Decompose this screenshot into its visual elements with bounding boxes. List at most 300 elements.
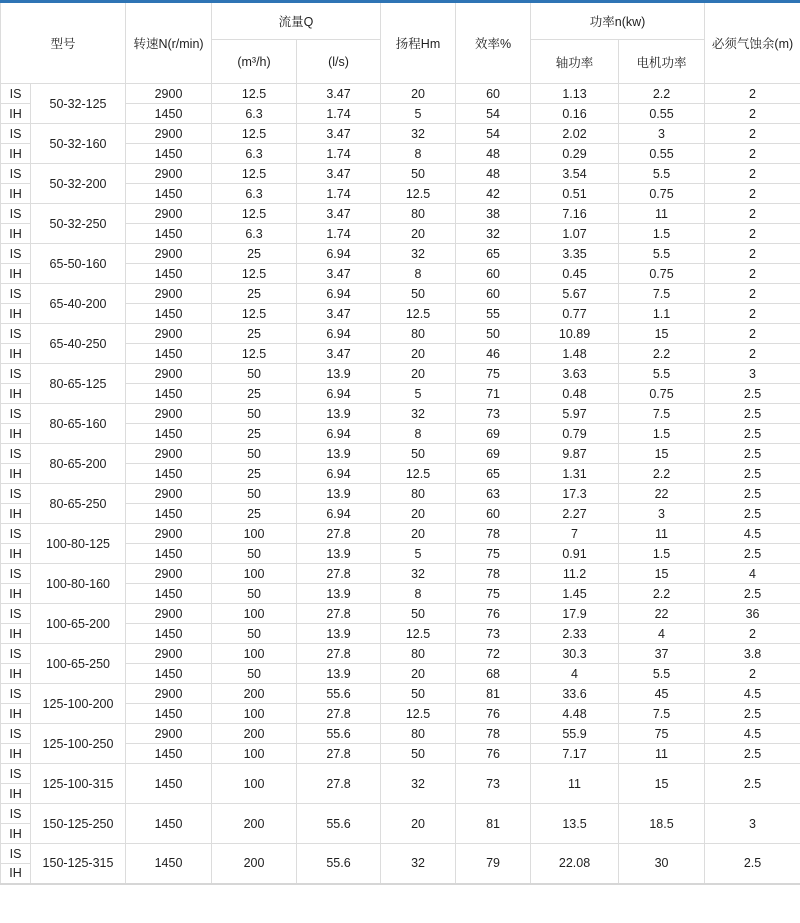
flow-ls-cell: 6.94	[297, 244, 381, 264]
npsh-cell: 2	[705, 244, 800, 264]
npsh-cell: 2	[705, 164, 800, 184]
model-cell: 125-100-315	[31, 764, 126, 804]
flow-m3h-cell: 200	[212, 844, 297, 884]
header-efficiency: 效率%	[456, 2, 531, 84]
npsh-cell: 4.5	[705, 684, 800, 704]
pump-type-cell: IS	[1, 484, 31, 504]
head-cell: 8	[381, 264, 456, 284]
flow-m3h-cell: 200	[212, 684, 297, 704]
model-cell: 80-65-250	[31, 484, 126, 524]
flow-m3h-cell: 12.5	[212, 344, 297, 364]
flow-ls-cell: 6.94	[297, 284, 381, 304]
flow-ls-cell: 13.9	[297, 364, 381, 384]
shaft-power-cell: 0.77	[531, 304, 619, 324]
header-flow: 流量Q	[212, 2, 381, 40]
pump-type-cell: IS	[1, 124, 31, 144]
flow-ls-cell: 1.74	[297, 144, 381, 164]
head-cell: 5	[381, 104, 456, 124]
speed-cell: 1450	[126, 844, 212, 884]
npsh-cell: 2	[705, 124, 800, 144]
pump-type-cell: IH	[1, 544, 31, 564]
shaft-power-cell: 0.45	[531, 264, 619, 284]
pump-type-cell: IH	[1, 264, 31, 284]
speed-cell: 1450	[126, 144, 212, 164]
motor-power-cell: 22	[619, 604, 705, 624]
efficiency-cell: 75	[456, 584, 531, 604]
pump-type-cell: IS	[1, 604, 31, 624]
head-cell: 8	[381, 584, 456, 604]
flow-ls-cell: 6.94	[297, 324, 381, 344]
flow-m3h-cell: 25	[212, 324, 297, 344]
efficiency-cell: 55	[456, 304, 531, 324]
speed-cell: 2900	[126, 684, 212, 704]
speed-cell: 2900	[126, 644, 212, 664]
pump-type-cell: IS	[1, 324, 31, 344]
npsh-cell: 4.5	[705, 724, 800, 744]
flow-ls-cell: 13.9	[297, 404, 381, 424]
motor-power-cell: 3	[619, 124, 705, 144]
shaft-power-cell: 5.97	[531, 404, 619, 424]
speed-cell: 2900	[126, 404, 212, 424]
flow-ls-cell: 55.6	[297, 844, 381, 884]
shaft-power-cell: 5.67	[531, 284, 619, 304]
pump-type-cell: IH	[1, 584, 31, 604]
npsh-cell: 2.5	[705, 424, 800, 444]
shaft-power-cell: 11.2	[531, 564, 619, 584]
pump-type-cell: IS	[1, 244, 31, 264]
flow-ls-cell: 13.9	[297, 624, 381, 644]
flow-ls-cell: 27.8	[297, 744, 381, 764]
shaft-power-cell: 0.16	[531, 104, 619, 124]
motor-power-cell: 15	[619, 324, 705, 344]
head-cell: 5	[381, 544, 456, 564]
pump-type-cell: IH	[1, 824, 31, 844]
flow-ls-cell: 3.47	[297, 344, 381, 364]
head-cell: 8	[381, 144, 456, 164]
head-cell: 50	[381, 604, 456, 624]
table-row	[1, 724, 800, 744]
head-cell: 20	[381, 364, 456, 384]
npsh-cell: 2.5	[705, 704, 800, 724]
npsh-cell: 2	[705, 664, 800, 684]
motor-power-cell: 30	[619, 844, 705, 884]
head-cell: 80	[381, 484, 456, 504]
flow-ls-cell: 27.8	[297, 704, 381, 724]
shaft-power-cell: 22.08	[531, 844, 619, 884]
pump-type-cell: IH	[1, 864, 31, 884]
npsh-cell: 2.5	[705, 484, 800, 504]
flow-ls-cell: 13.9	[297, 584, 381, 604]
npsh-cell: 2	[705, 264, 800, 284]
speed-cell: 1450	[126, 104, 212, 124]
flow-ls-cell: 1.74	[297, 184, 381, 204]
motor-power-cell: 7.5	[619, 404, 705, 424]
model-cell: 50-32-125	[31, 84, 126, 124]
flow-m3h-cell: 50	[212, 624, 297, 644]
speed-cell: 1450	[126, 764, 212, 804]
pump-type-cell: IS	[1, 644, 31, 664]
shaft-power-cell: 0.79	[531, 424, 619, 444]
shaft-power-cell: 9.87	[531, 444, 619, 464]
table-body	[1, 84, 800, 884]
head-cell: 20	[381, 524, 456, 544]
motor-power-cell: 7.5	[619, 704, 705, 724]
efficiency-cell: 73	[456, 624, 531, 644]
efficiency-cell: 76	[456, 604, 531, 624]
model-cell: 50-32-250	[31, 204, 126, 244]
shaft-power-cell: 30.3	[531, 644, 619, 664]
speed-cell: 2900	[126, 444, 212, 464]
npsh-cell: 2	[705, 624, 800, 644]
npsh-cell: 2	[705, 304, 800, 324]
flow-ls-cell: 27.8	[297, 604, 381, 624]
flow-m3h-cell: 25	[212, 284, 297, 304]
efficiency-cell: 78	[456, 564, 531, 584]
efficiency-cell: 48	[456, 144, 531, 164]
pump-type-cell: IH	[1, 624, 31, 644]
flow-ls-cell: 6.94	[297, 464, 381, 484]
motor-power-cell: 1.5	[619, 544, 705, 564]
model-cell: 50-32-160	[31, 124, 126, 164]
table-row	[1, 644, 800, 664]
efficiency-cell: 32	[456, 224, 531, 244]
shaft-power-cell: 7.16	[531, 204, 619, 224]
pump-type-cell: IS	[1, 564, 31, 584]
efficiency-cell: 68	[456, 664, 531, 684]
npsh-cell: 3	[705, 804, 800, 844]
head-cell: 32	[381, 564, 456, 584]
shaft-power-cell: 1.07	[531, 224, 619, 244]
table-row	[1, 484, 800, 504]
efficiency-cell: 76	[456, 744, 531, 764]
table-row	[1, 324, 800, 344]
flow-m3h-cell: 50	[212, 404, 297, 424]
motor-power-cell: 0.75	[619, 184, 705, 204]
pump-type-cell: IH	[1, 424, 31, 444]
speed-cell: 2900	[126, 244, 212, 264]
motor-power-cell: 15	[619, 764, 705, 804]
speed-cell: 2900	[126, 604, 212, 624]
head-cell: 50	[381, 684, 456, 704]
pump-type-cell: IS	[1, 164, 31, 184]
model-cell: 50-32-200	[31, 164, 126, 204]
motor-power-cell: 15	[619, 444, 705, 464]
head-cell: 80	[381, 644, 456, 664]
flow-m3h-cell: 6.3	[212, 144, 297, 164]
flow-m3h-cell: 100	[212, 524, 297, 544]
head-cell: 32	[381, 844, 456, 884]
model-cell: 80-65-200	[31, 444, 126, 484]
flow-ls-cell: 55.6	[297, 684, 381, 704]
efficiency-cell: 60	[456, 84, 531, 104]
efficiency-cell: 38	[456, 204, 531, 224]
npsh-cell: 2.5	[705, 544, 800, 564]
shaft-power-cell: 7.17	[531, 744, 619, 764]
flow-m3h-cell: 50	[212, 584, 297, 604]
shaft-power-cell: 33.6	[531, 684, 619, 704]
shaft-power-cell: 2.27	[531, 504, 619, 524]
speed-cell: 2900	[126, 724, 212, 744]
npsh-cell: 2	[705, 344, 800, 364]
flow-ls-cell: 6.94	[297, 424, 381, 444]
head-cell: 12.5	[381, 464, 456, 484]
speed-cell: 2900	[126, 204, 212, 224]
speed-cell: 1450	[126, 304, 212, 324]
flow-m3h-cell: 25	[212, 464, 297, 484]
npsh-cell: 2	[705, 324, 800, 344]
header-model: 型号	[1, 2, 126, 84]
flow-ls-cell: 13.9	[297, 444, 381, 464]
model-cell: 100-80-125	[31, 524, 126, 564]
speed-cell: 1450	[126, 264, 212, 284]
npsh-cell: 2	[705, 84, 800, 104]
efficiency-cell: 69	[456, 444, 531, 464]
motor-power-cell: 0.55	[619, 104, 705, 124]
motor-power-cell: 5.5	[619, 244, 705, 264]
motor-power-cell: 2.2	[619, 344, 705, 364]
header-npsh: 必须气蚀余(m)	[705, 2, 800, 84]
npsh-cell: 2.5	[705, 464, 800, 484]
model-cell: 100-65-200	[31, 604, 126, 644]
pump-type-cell: IH	[1, 304, 31, 324]
head-cell: 50	[381, 164, 456, 184]
motor-power-cell: 11	[619, 204, 705, 224]
shaft-power-cell: 55.9	[531, 724, 619, 744]
shaft-power-cell: 11	[531, 764, 619, 804]
head-cell: 50	[381, 744, 456, 764]
flow-m3h-cell: 50	[212, 484, 297, 504]
table-row	[1, 604, 800, 624]
header-speed: 转速N(r/min)	[126, 2, 212, 84]
table-row	[1, 364, 800, 384]
efficiency-cell: 48	[456, 164, 531, 184]
head-cell: 80	[381, 324, 456, 344]
flow-m3h-cell: 100	[212, 644, 297, 664]
motor-power-cell: 22	[619, 484, 705, 504]
efficiency-cell: 65	[456, 464, 531, 484]
efficiency-cell: 71	[456, 384, 531, 404]
pump-type-cell: IH	[1, 184, 31, 204]
pump-type-cell: IH	[1, 144, 31, 164]
motor-power-cell: 1.1	[619, 304, 705, 324]
shaft-power-cell: 0.51	[531, 184, 619, 204]
efficiency-cell: 78	[456, 524, 531, 544]
npsh-cell: 2.5	[705, 384, 800, 404]
head-cell: 20	[381, 804, 456, 844]
flow-ls-cell: 3.47	[297, 124, 381, 144]
head-cell: 32	[381, 244, 456, 264]
motor-power-cell: 7.5	[619, 284, 705, 304]
flow-ls-cell: 55.6	[297, 724, 381, 744]
head-cell: 12.5	[381, 304, 456, 324]
pump-type-cell: IH	[1, 224, 31, 244]
head-cell: 80	[381, 724, 456, 744]
flow-ls-cell: 55.6	[297, 804, 381, 844]
flow-ls-cell: 3.47	[297, 264, 381, 284]
flow-m3h-cell: 6.3	[212, 224, 297, 244]
head-cell: 80	[381, 204, 456, 224]
flow-ls-cell: 3.47	[297, 84, 381, 104]
speed-cell: 2900	[126, 524, 212, 544]
table-row	[1, 524, 800, 544]
flow-m3h-cell: 50	[212, 544, 297, 564]
flow-ls-cell: 1.74	[297, 104, 381, 124]
speed-cell: 1450	[126, 804, 212, 844]
shaft-power-cell: 10.89	[531, 324, 619, 344]
motor-power-cell: 11	[619, 744, 705, 764]
flow-m3h-cell: 25	[212, 504, 297, 524]
efficiency-cell: 69	[456, 424, 531, 444]
flow-ls-cell: 3.47	[297, 204, 381, 224]
efficiency-cell: 60	[456, 284, 531, 304]
efficiency-cell: 54	[456, 104, 531, 124]
shaft-power-cell: 2.02	[531, 124, 619, 144]
flow-m3h-cell: 100	[212, 564, 297, 584]
table-row	[1, 564, 800, 584]
motor-power-cell: 3	[619, 504, 705, 524]
motor-power-cell: 2.2	[619, 464, 705, 484]
flow-m3h-cell: 12.5	[212, 164, 297, 184]
npsh-cell: 2.5	[705, 744, 800, 764]
efficiency-cell: 81	[456, 804, 531, 844]
motor-power-cell: 15	[619, 564, 705, 584]
speed-cell: 1450	[126, 544, 212, 564]
pump-type-cell: IS	[1, 804, 31, 824]
motor-power-cell: 11	[619, 524, 705, 544]
shaft-power-cell: 0.29	[531, 144, 619, 164]
efficiency-cell: 81	[456, 684, 531, 704]
speed-cell: 2900	[126, 364, 212, 384]
efficiency-cell: 63	[456, 484, 531, 504]
npsh-cell: 2.5	[705, 444, 800, 464]
npsh-cell: 4	[705, 564, 800, 584]
pump-type-cell: IS	[1, 724, 31, 744]
flow-ls-cell: 3.47	[297, 304, 381, 324]
head-cell: 20	[381, 504, 456, 524]
pump-type-cell: IH	[1, 664, 31, 684]
pump-type-cell: IS	[1, 84, 31, 104]
efficiency-cell: 73	[456, 404, 531, 424]
head-cell: 12.5	[381, 704, 456, 724]
pump-type-cell: IS	[1, 444, 31, 464]
header-flow-ls: (l/s)	[297, 40, 381, 84]
pump-type-cell: IS	[1, 404, 31, 424]
flow-ls-cell: 13.9	[297, 484, 381, 504]
efficiency-cell: 42	[456, 184, 531, 204]
npsh-cell: 3	[705, 364, 800, 384]
table-row	[1, 684, 800, 704]
speed-cell: 1450	[126, 344, 212, 364]
motor-power-cell: 18.5	[619, 804, 705, 844]
shaft-power-cell: 13.5	[531, 804, 619, 844]
model-cell: 150-125-250	[31, 804, 126, 844]
flow-m3h-cell: 50	[212, 664, 297, 684]
speed-cell: 1450	[126, 424, 212, 444]
motor-power-cell: 45	[619, 684, 705, 704]
shaft-power-cell: 17.9	[531, 604, 619, 624]
shaft-power-cell: 7	[531, 524, 619, 544]
npsh-cell: 2	[705, 204, 800, 224]
flow-ls-cell: 27.8	[297, 564, 381, 584]
pump-type-cell: IS	[1, 284, 31, 304]
flow-ls-cell: 13.9	[297, 544, 381, 564]
pump-type-cell: IS	[1, 364, 31, 384]
shaft-power-cell: 3.54	[531, 164, 619, 184]
table-row	[1, 124, 800, 144]
head-cell: 8	[381, 424, 456, 444]
shaft-power-cell: 1.31	[531, 464, 619, 484]
table-row	[1, 764, 800, 784]
efficiency-cell: 60	[456, 264, 531, 284]
npsh-cell: 2	[705, 104, 800, 124]
pump-type-cell: IH	[1, 464, 31, 484]
npsh-cell: 36	[705, 604, 800, 624]
flow-m3h-cell: 6.3	[212, 184, 297, 204]
table-header	[1, 2, 800, 84]
motor-power-cell: 2.2	[619, 584, 705, 604]
table-row	[1, 404, 800, 424]
table-row	[1, 84, 800, 104]
motor-power-cell: 5.5	[619, 364, 705, 384]
npsh-cell: 2.5	[705, 404, 800, 424]
pump-type-cell: IH	[1, 744, 31, 764]
shaft-power-cell: 1.48	[531, 344, 619, 364]
speed-cell: 1450	[126, 224, 212, 244]
pump-type-cell: IH	[1, 704, 31, 724]
flow-m3h-cell: 50	[212, 364, 297, 384]
flow-m3h-cell: 12.5	[212, 264, 297, 284]
model-cell: 65-40-200	[31, 284, 126, 324]
head-cell: 12.5	[381, 184, 456, 204]
motor-power-cell: 5.5	[619, 164, 705, 184]
model-cell: 80-65-125	[31, 364, 126, 404]
npsh-cell: 2.5	[705, 584, 800, 604]
header-flow-m3h: (m³/h)	[212, 40, 297, 84]
model-cell: 65-40-250	[31, 324, 126, 364]
shaft-power-cell: 0.48	[531, 384, 619, 404]
npsh-cell: 2	[705, 224, 800, 244]
shaft-power-cell: 0.91	[531, 544, 619, 564]
npsh-cell: 2.5	[705, 844, 800, 884]
speed-cell: 1450	[126, 744, 212, 764]
speed-cell: 2900	[126, 564, 212, 584]
motor-power-cell: 0.75	[619, 384, 705, 404]
model-cell: 125-100-200	[31, 684, 126, 724]
flow-m3h-cell: 100	[212, 604, 297, 624]
shaft-power-cell: 1.45	[531, 584, 619, 604]
motor-power-cell: 1.5	[619, 224, 705, 244]
speed-cell: 1450	[126, 504, 212, 524]
flow-m3h-cell: 100	[212, 744, 297, 764]
speed-cell: 1450	[126, 464, 212, 484]
model-cell: 125-100-250	[31, 724, 126, 764]
header-shaft-power: 轴功率	[531, 40, 619, 84]
flow-m3h-cell: 50	[212, 444, 297, 464]
pump-type-cell: IH	[1, 384, 31, 404]
npsh-cell: 2.5	[705, 764, 800, 804]
efficiency-cell: 78	[456, 724, 531, 744]
speed-cell: 2900	[126, 84, 212, 104]
motor-power-cell: 5.5	[619, 664, 705, 684]
efficiency-cell: 65	[456, 244, 531, 264]
speed-cell: 2900	[126, 484, 212, 504]
flow-ls-cell: 27.8	[297, 764, 381, 804]
speed-cell: 1450	[126, 624, 212, 644]
head-cell: 32	[381, 404, 456, 424]
flow-m3h-cell: 25	[212, 244, 297, 264]
shaft-power-cell: 4	[531, 664, 619, 684]
efficiency-cell: 60	[456, 504, 531, 524]
